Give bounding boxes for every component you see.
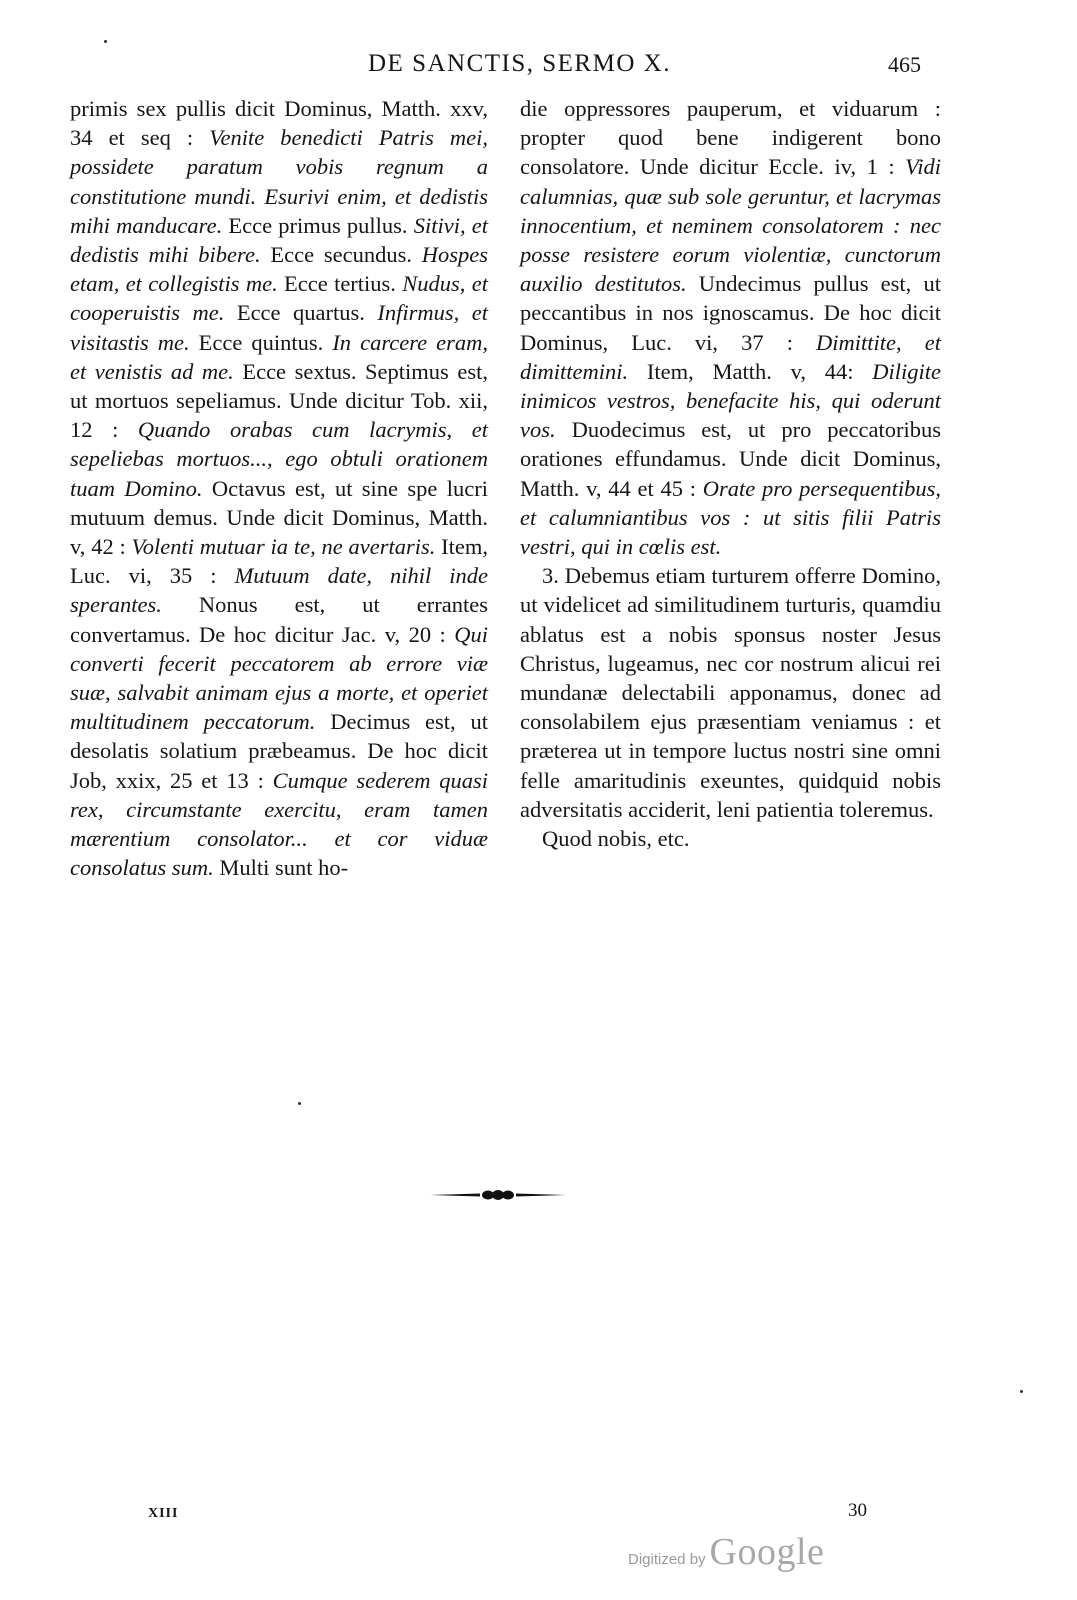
left-run-6: Hospes etam, et collegistis me. <box>70 242 488 297</box>
left-run-11: Ecce quintus. <box>189 329 333 355</box>
left-column <box>70 94 488 882</box>
left-run-18: Mutuum date, nihil inde sperantes. <box>70 563 488 618</box>
left-run-2: Venite benedicti Patris mei, possidete paratum vobis regnum a constitutione mundi. Esurivi enim, et dedistis mihi manducare. <box>70 125 489 238</box>
watermark-text: Digitized by <box>628 1551 706 1568</box>
folio-number: 30 <box>848 1500 867 1521</box>
right-p1-run-6: Diligite inimicos vestros, benefacite his, qui oderunt vos. <box>520 358 941 443</box>
left-run-5: Ecce secundus. <box>260 242 422 268</box>
right-column-paragraph-2 <box>520 561 941 824</box>
ink-speck <box>104 40 107 43</box>
left-run-19: Nonus est, ut errantes convertamus. De hoc dicitur Jac. v, 20 : <box>70 592 488 647</box>
left-run-8: Nudus, et cooperuistis me. <box>70 271 488 326</box>
left-run-4: Sitivi, et dedistis mihi bibere. <box>70 212 488 268</box>
left-run-17: Item, Luc. vi, 35 : <box>70 534 488 589</box>
right-column <box>520 94 941 853</box>
left-run-3: Ecce primus pullus. <box>222 212 414 238</box>
ink-speck <box>1020 1390 1023 1393</box>
page-title: DE SANCTIS, SERMO X. <box>368 50 671 77</box>
left-run-9: Ecce quartus. <box>224 300 378 326</box>
right-p1-run-3: Undecimus pullus est, ut peccantibus in nos ignoscamus. De hoc dicit Dominus, Luc. vi, 37 : <box>520 271 941 355</box>
left-run-16: Volenti mutuar ia te, ne avertaris. <box>131 534 436 560</box>
signature-mark: XIII <box>148 1506 179 1521</box>
running-head <box>0 50 1077 90</box>
left-run-12: In carcere eram, et venistis ad me. <box>70 329 489 384</box>
right-p1-run-1: die oppressores pauperum, et viduarum : propter quod bene indigerent bono consolatore. Unde dicitur Eccle. iv, 1 : <box>520 96 941 180</box>
tailpiece-ornament <box>428 1188 568 1202</box>
left-run-10: Infirmus, et visitastis me. <box>70 300 488 355</box>
left-run-14: Quando orabas cum lacrymis, et sepeliebas mortuos..., ego obtuli orationem tuam Domino. <box>70 417 488 501</box>
page-number: 465 <box>888 52 921 77</box>
left-run-7: Ecce tertius. <box>277 271 403 297</box>
left-run-15: Octavus est, ut sine spe lucri mutuum demus. Unde dicit Dominus, Matth. v, 42 : <box>70 475 489 560</box>
ink-speck <box>298 1102 301 1105</box>
left-run-20: Qui converti fecerit peccatorem ab errore viæ suæ, salvabit animam ejus a morte, et operiet multitudinem peccatorum. <box>70 621 488 735</box>
left-run-23: Multi sunt ho- <box>213 855 349 881</box>
digitized-watermark <box>628 1530 824 1574</box>
closing-formula: Quod nobis, etc. <box>542 826 690 852</box>
right-p1-run-4: Dimittite, et dimittemini. <box>520 329 941 384</box>
right-column-paragraph-1 <box>520 94 941 561</box>
right-p1-run-7: Duodecimus est, ut pro peccatoribus orationes effundamus. Unde dicit Dominus, Matth. v, 44 et 45 : <box>520 417 941 501</box>
right-p2-run-1: 3. Debemus etiam turturem offerre Domino, ut videlicet ad similitudinem turturis, quamdiu ablatus est a nobis sponsus noster Jesus Christus, lugeamus, nec cor nostrum alicui rei mundanæ delectabili apponamus, donec ad consolabilem ejus præsentiam veniamus : et præterea ut in tempore luctus nostri sine omni felle amaritudinis exeuntes, quidquid nobis adversitatis acciderit, leni patientia toleremus. <box>520 563 941 822</box>
left-run-13: Ecce sextus. Septimus est, ut mortuos sepeliamus. Unde dicitur Tob. xii, 12 : <box>70 358 488 443</box>
right-p1-run-5: Item, Matth. v, 44: <box>628 358 873 384</box>
right-p1-run-2: Vidi calumnias, quæ sub sole geruntur, et lacrymas innocentium, et neminem consolatorem : nec posse resistere eorum violentiæ, cunctorum auxilio destitutos. <box>520 154 941 297</box>
left-column-text <box>70 94 488 882</box>
left-run-1: primis sex pullis dicit Dominus, Matth. xxv, 34 et seq : <box>70 96 488 151</box>
left-run-22: Cumque sederem quasi rex, circumstante exercitu, eram tamen mærentium consolator... et cor viduæ consolatus sum. <box>70 767 489 881</box>
right-p1-run-8: Orate pro persequentibus, et calumniantibus vos : ut sitis filii Patris vestri, qui in cœlis est. <box>520 475 941 560</box>
google-logo: Google <box>709 1531 825 1573</box>
left-run-21: Decimus est, ut desolatis solatium præbeamus. De hoc dicit Job, xxix, 25 et 13 : <box>70 709 488 793</box>
